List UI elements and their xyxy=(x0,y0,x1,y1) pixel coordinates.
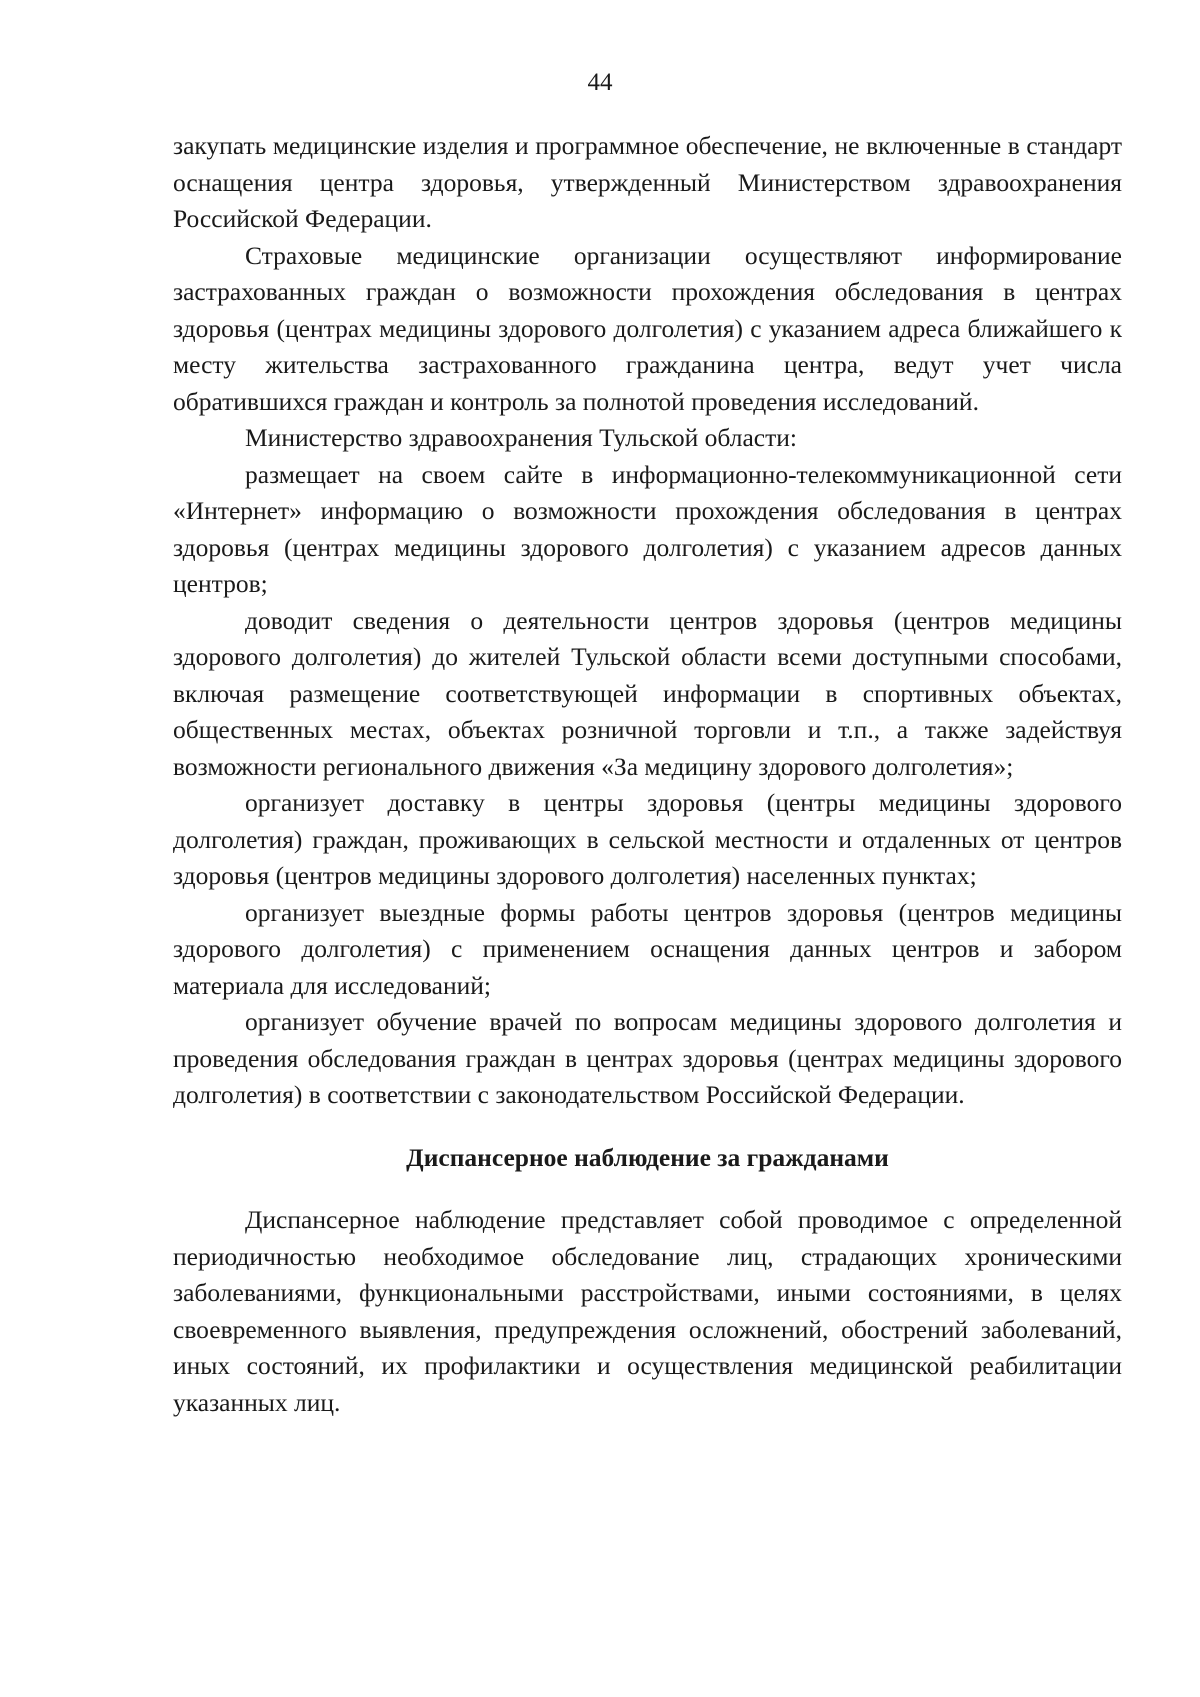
paragraph-dispensary-definition: Диспансерное наблюдение представляет собой проводимое с определенной периодичностью необходимое обследование лиц, страдающих хроническими заболеваниями, функциональными расстройствами, иными состояниями, в целях своевременного выявления, предупреждения осложнений, обострений заболеваний, иных состояний, их профилактики и осуществления медицинской реабилитации указанных лиц. xyxy=(173,1205,1122,1417)
section-heading: Диспансерное наблюдение за гражданами xyxy=(406,1142,889,1172)
paragraph-ministry-informing: доводит сведения о деятельности центров здоровья (центров медицины здорового долголетия) до жителей Тульской области всеми доступными способами, включая размещение соответствующей информации в спортивных объектах, общественных местах, объектах розничной торговли и т.п., а также задействуя возможности регионального движения «За медицину здорового долголетия»; xyxy=(173,605,1122,781)
page-number: 44 xyxy=(587,69,613,96)
document-body xyxy=(173,128,1122,1421)
paragraph-continuation: закупать медицинские изделия и программное обеспечение, не включенные в стандарт оснащения центра здоровья, утвержденный Министерством здравоохранения Российской Федерации. xyxy=(173,131,1122,233)
paragraph-ministry-intro: Министерство здравоохранения Тульской области: xyxy=(245,423,797,452)
paragraph-ministry-training: организует обучение врачей по вопросам медицины здорового долголетия и проведения обследования граждан в центрах здоровья (центрах медицины здорового долголетия) в соответствии с законодательством Российской Федерации. xyxy=(173,1007,1122,1109)
paragraph-ministry-outreach: организует выездные формы работы центров здоровья (центров медицины здорового долголетия) с применением оснащения данных центров и забором материала для исследований; xyxy=(173,897,1122,1000)
paragraph-ministry-website: размещает на своем сайте в информационно-телекоммуникационной сети «Интернет» информацию о возможности прохождения обследования в центрах здоровья (центрах медицины здорового долголетия) с указанием адресов данных центров; xyxy=(173,459,1122,598)
paragraph-insurance-organizations: Страховые медицинские организации осуществляют информирование застрахованных граждан о возможности прохождения обследования в центрах здоровья (центрах медицины здорового долголетия) с указанием адреса ближайшего к месту жительства застрахованного гражданина центра, ведут учет числа обратившихся граждан и контроль за полнотой проведения исследований. xyxy=(173,240,1122,416)
paragraph-ministry-delivery: организует доставку в центры здоровья (центры медицины здорового долголетия) граждан, проживающих в сельской местности и отдаленных от центров здоровья (центров медицины здорового долголетия) населенных пунктах; xyxy=(173,788,1122,890)
